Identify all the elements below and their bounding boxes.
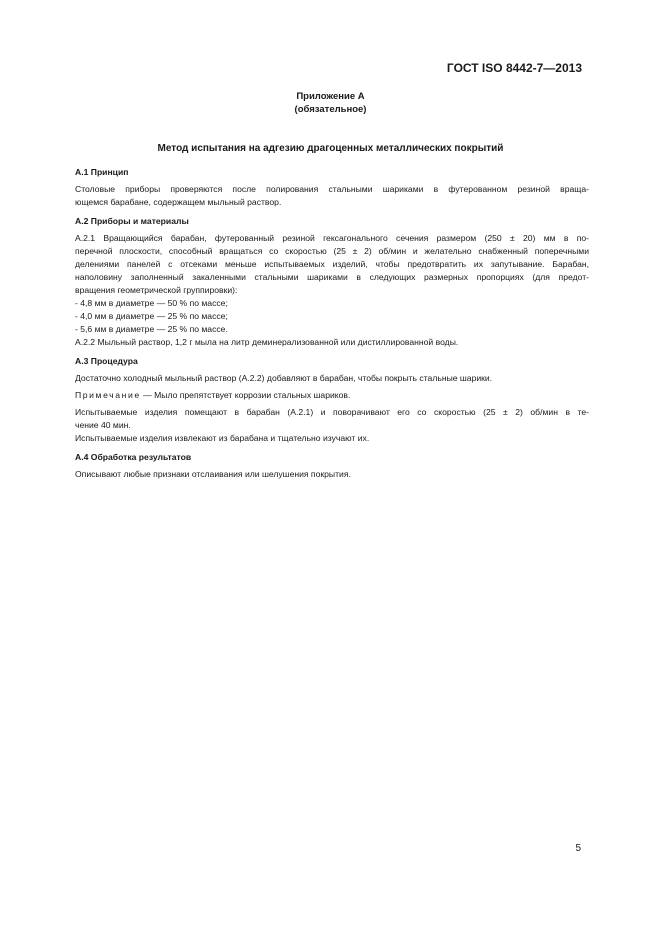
text-line: Испытываемые изделия помещают в барабан (А.2.1) и поворачивают его со скоростью (25 ± 2) об/мин в те-	[75, 407, 589, 417]
list-item: - 5,6 мм в диаметре — 25 % по массе.	[75, 324, 228, 334]
list-item: - 4,0 мм в диаметре — 25 % по массе;	[75, 311, 228, 321]
text-line: перечной плоскости, способный вращаться со скоростью (25 ± 2) об/мин и желательно снабженный поперечными	[75, 246, 589, 256]
note-text: — Мыло препятствует коррозии стальных шариков.	[140, 390, 351, 400]
document-body	[75, 166, 589, 481]
section-a3-paragraph-1: Достаточно холодный мыльный раствор (А.2.2) добавляют в барабан, чтобы покрыть стальные шарики.	[75, 373, 493, 383]
annex-title: Метод испытания на адгезию драгоценных металлических покрытий	[157, 143, 504, 154]
note	[75, 389, 589, 402]
section-a3-paragraph-2	[75, 406, 589, 432]
text-line: Столовые приборы проверяются после полирования стальными шариками в футерованном резиной враща-	[75, 184, 589, 194]
annex-block	[0, 91, 661, 116]
text-line: чение 40 мин.	[75, 420, 131, 430]
text-line: ющемся барабане, содержащем мыльный раствор.	[75, 197, 282, 207]
text-line: А.2.1 Вращающийся барабан, футерованный резиной гексагонального сечения размером (250 ± 20) мм в по-	[75, 233, 589, 243]
text-line: делениями панелей с отсеками меньше испытываемых изделий, чтобы предотвратить их запутывание. Барабан,	[75, 259, 589, 269]
annex-status: (обязательное)	[294, 103, 367, 115]
section-a3-paragraph-3: Испытываемые изделия извлекают из барабана и тщательно изучают их.	[75, 433, 370, 443]
text-line: вращения геометрической группировки):	[75, 285, 238, 295]
section-a1-text	[75, 183, 589, 209]
section-heading-a4: А.4 Обработка результатов	[75, 452, 192, 462]
section-a2-paragraph-1	[75, 232, 589, 297]
text-line: наполовину заполненный закаленными стальными шариками в следующих размерных пропорциях (для предот-	[75, 272, 589, 282]
section-a2-paragraph-2: А.2.2 Мыльный раствор, 1,2 г мыла на литр деминерализованной или дистиллированной воды.	[75, 337, 459, 347]
section-heading-a2: А.2 Приборы и материалы	[75, 216, 189, 226]
section-heading-a3: А.3 Процедура	[75, 356, 138, 366]
section-heading-a1: А.1 Принцип	[75, 167, 129, 177]
list-item: - 4,8 мм в диаметре — 50 % по массе;	[75, 298, 228, 308]
page-number: 5	[575, 843, 581, 854]
note-label: Примечание	[75, 390, 141, 400]
standard-code: ГОСТ ISO 8442-7—2013	[446, 61, 582, 75]
annex-label: Приложение А	[296, 91, 365, 102]
section-a4-paragraph-1: Описывают любые признаки отслаивания или шелушения покрытия.	[75, 469, 351, 479]
ball-proportions-list	[75, 297, 589, 336]
